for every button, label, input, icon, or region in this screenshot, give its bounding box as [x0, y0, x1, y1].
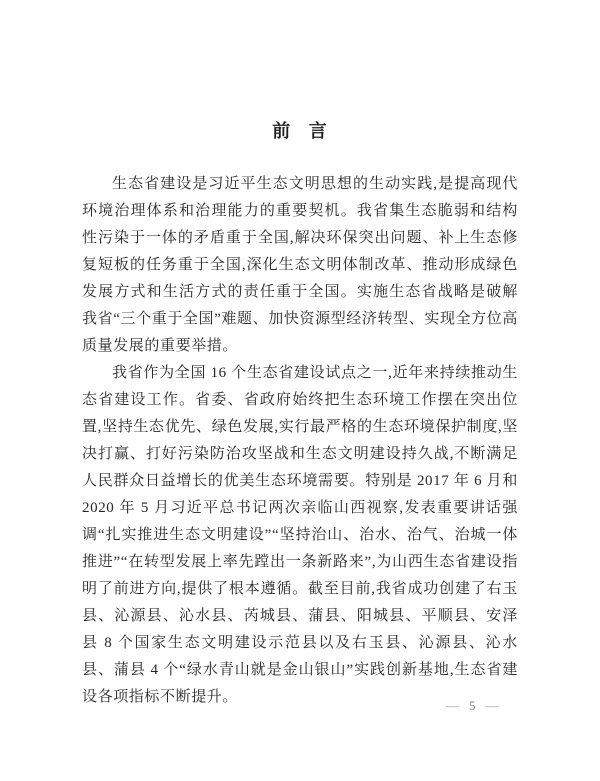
body-text [82, 171, 518, 711]
page-number [446, 698, 500, 714]
page-content [0, 119, 600, 711]
page-title: 前 言 [272, 121, 328, 141]
page-number-value: 5 [469, 698, 477, 713]
page-number-dash-left: — [446, 698, 460, 713]
body-paragraph-2: 我省作为全国 16 个生态省建设试点之一,近年来持续推动生态省建设工作。省委、省政府始终把生态环境工作摆在突出位置,坚持生态优先、绿色发展,实行最严格的生态环境保护制度,坚决打赢、打好污染防治攻坚战和生态文明建设持久战,不断满足人民群众日益增长的优美生态环境需要。特别是 2017 年 6 月和 2020 年 5 月习近平总书记两次亲临山西视察,发表重要讲话强调“扎实推进生态文明建设”“坚持治山、治水、治气、治城一体推进”“在转型发展上率先蹚出一条新路来”,为山西生态省建设指明了前进方向,提供了根本遵循。截至目前,我省成功创建了右玉县、沁源县、沁水县、芮城县、蒲县、阳城县、平顺县、安泽县 8 个国家生态文明建设示范县以及右玉县、沁源县、沁水县、蒲县 4 个“绿水青山就是金山银山”实践创新基地,生态省建设各项指标不断提升。 [82, 365, 518, 705]
body-paragraph-1: 生态省建设是习近平生态文明思想的生动实践,是提高现代环境治理体系和治理能力的重要契机。我省集生态脆弱和结构性污染于一体的矛盾重于全国,解决环保突出问题、补上生态修复短板的任务重于全国,深化生态文明体制改革、推动形成绿色发展方式和生活方式的责任重于全国。实施生态省战略是破解我省“三个重于全国”难题、加快资源型经济转型、实现全方位高质量发展的重要举措。 [82, 176, 518, 354]
page-number-dash-right: — [485, 698, 500, 713]
